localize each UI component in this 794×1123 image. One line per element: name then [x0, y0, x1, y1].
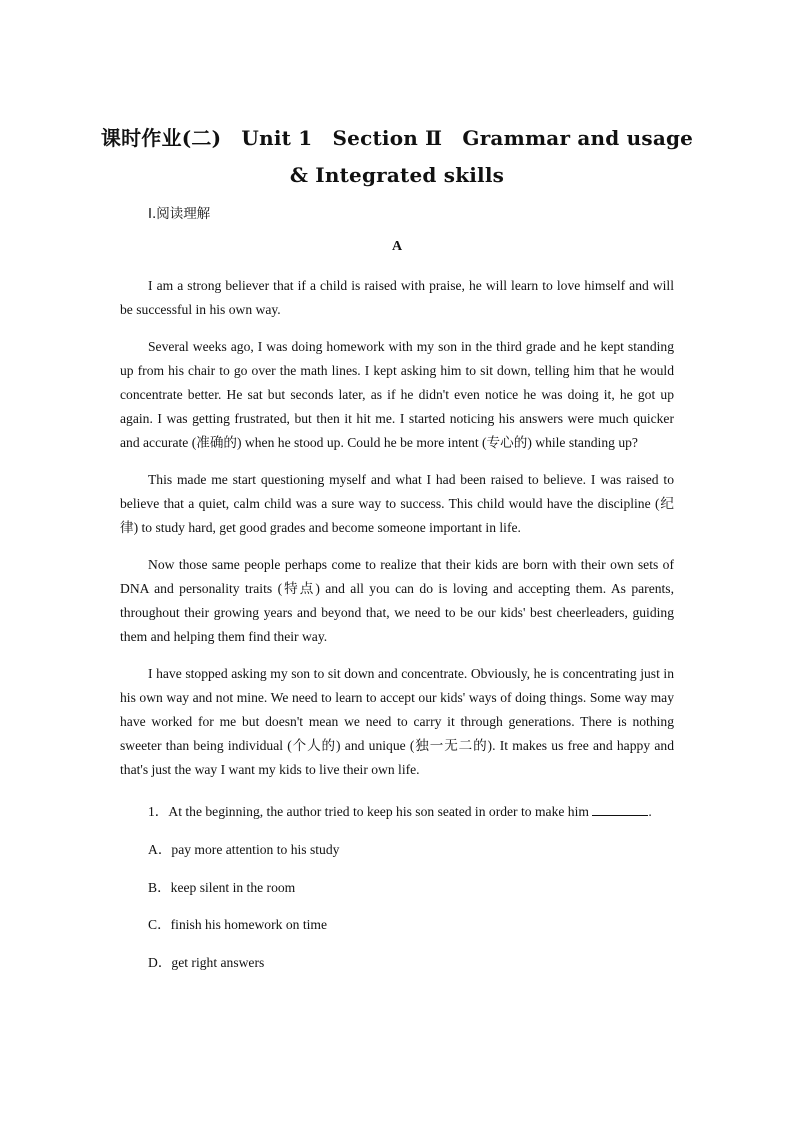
question-1-end: .: [648, 804, 652, 819]
section-heading: Ⅰ.阅读理解: [148, 206, 211, 222]
question-1: [120, 800, 674, 824]
title-line-1: 课时作业(二) Unit 1 Section Ⅱ Grammar and usage: [100, 126, 694, 150]
option-d: D．get right answers: [148, 954, 265, 970]
paragraph-5: I have stopped asking my son to sit down and concentrate. Obviously, he is concentrating just in his own way and not mine. We need to learn to accept our kids' ways of doing things. Some way may have worked for me but doesn't mean we need to carry it through generations. There is nothing sweeter than being individual (个人的) and unique (独一无二的). It makes us free and happy and that's just the way I want my kids to live their own life.: [120, 666, 674, 777]
paragraph-4: Now those same people perhaps come to realize that their kids are born with their own sets of DNA and personality traits (特点) and all you can do is loving and accepting them. As parents, throughout their growing years and beyond that, we need to be our kids' best cheerleaders, guiding them and helping them find their way.: [120, 557, 674, 644]
paragraph-3: This made me start questioning myself and what I had been raised to believe. I was raised to believe that a quiet, calm child was a sure way to success. This child would have the discipline (纪律) to study hard, get good grades and become someone important in life.: [120, 472, 674, 535]
paragraph-1: I am a strong believer that if a child is raised with praise, he will learn to love himself and will be successful in his own way.: [120, 278, 674, 317]
passage-label: A: [391, 239, 403, 254]
option-b: B．keep silent in the room: [148, 879, 296, 895]
question-1-text: 1．At the beginning, the author tried to keep his son seated in order to make him: [148, 804, 593, 819]
option-c: C．finish his homework on time: [148, 917, 327, 932]
title-line-2: & Integrated skills: [289, 163, 505, 187]
option-a: A．pay more attention to his study: [148, 842, 340, 857]
paragraph-2: Several weeks ago, I was doing homework with my son in the third grade and he kept standing up from his chair to go over the math lines. I kept asking him to sit down, telling him that he would concentrate better. He sat but seconds later, as if he didn't even notice he was doing it, he got up again. I was getting frustrated, but then it hit me. I started noticing his answers were much quicker and accurate (准确的) when he stood up. Could he be more intent (专心的) while standing up?: [120, 339, 674, 450]
answer-blank: [592, 801, 648, 816]
passage-body: [120, 274, 674, 988]
